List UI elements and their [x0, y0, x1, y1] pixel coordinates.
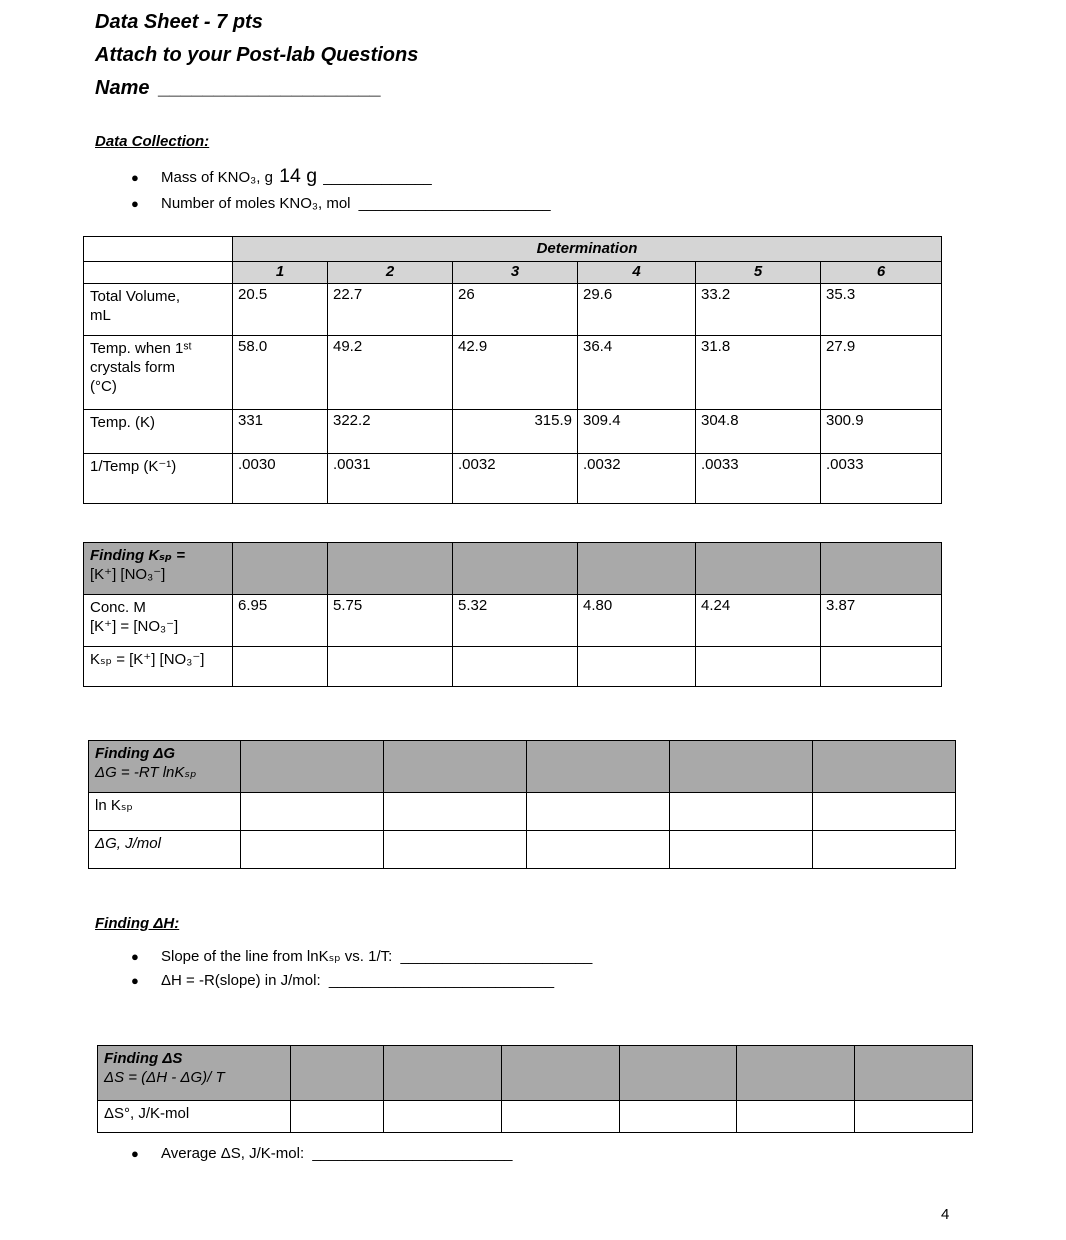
data-collection-heading: Data Collection:: [95, 133, 210, 150]
empty-cell: [527, 831, 670, 869]
empty-cell: [328, 543, 453, 595]
name-blank-line: ____________________: [159, 77, 382, 99]
data-cell: 58.0: [233, 336, 328, 410]
column-header-1: 1: [233, 262, 328, 284]
empty-cell: [737, 1101, 855, 1133]
average-ds-bullets: [0, 1145, 1066, 1162]
row-label-crystal-temp: [84, 336, 233, 410]
data-cell: 26: [453, 284, 578, 336]
mass-blank-line: _____________: [323, 169, 432, 186]
empty-cell: [384, 831, 527, 869]
column-header-3: 3: [453, 262, 578, 284]
column-header-5: 5: [696, 262, 821, 284]
corner-cell: [84, 262, 233, 284]
data-cell: .0032: [578, 454, 696, 504]
row-label-ln-ksp: ln Kₛₚ: [89, 793, 241, 831]
column-header-4: 4: [578, 262, 696, 284]
data-cell: .0033: [821, 454, 942, 504]
data-cell: 36.4: [578, 336, 696, 410]
empty-cell: [241, 793, 384, 831]
ksp-header-line1: Finding Kₛₚ =: [90, 547, 185, 564]
delta-s-header-line2: ΔS = (ΔH - ΔG)/ T: [104, 1069, 225, 1086]
bullet-icon: ●: [131, 170, 139, 185]
determination-number-row: [84, 262, 942, 284]
finding-dh-heading: Finding ΔH:: [95, 915, 180, 932]
row-label-delta-g: ΔG, J/mol: [89, 831, 241, 869]
empty-cell: [502, 1101, 620, 1133]
data-cell: 20.5: [233, 284, 328, 336]
data-cell: 29.6: [578, 284, 696, 336]
empty-cell: [241, 741, 384, 793]
empty-cell: [233, 543, 328, 595]
data-cell: .0031: [328, 454, 453, 504]
data-cell: 309.4: [578, 410, 696, 454]
empty-cell: [855, 1046, 973, 1101]
empty-cell: [620, 1101, 737, 1133]
slope-row: [131, 947, 1066, 965]
empty-cell: [670, 793, 813, 831]
delta-g-header-line2: ΔG = -RT lnKₛₚ: [95, 764, 197, 781]
row-label-total-volume: [84, 284, 233, 336]
name-row: [95, 72, 1066, 105]
delta-g-header-line1: Finding ΔG: [95, 745, 176, 762]
corner-cell: [84, 237, 233, 262]
empty-cell: [453, 647, 578, 687]
mass-value: 14 g: [279, 165, 318, 187]
empty-cell: [578, 647, 696, 687]
average-ds-row: [131, 1145, 1066, 1162]
slope-line: [161, 947, 592, 965]
empty-cell: [813, 741, 956, 793]
mass-label: Mass of KNO₃, g: [161, 169, 273, 186]
empty-cell: [291, 1046, 384, 1101]
data-cell: 5.75: [328, 595, 453, 647]
delta-h-row: [131, 972, 1066, 989]
row-label-line: Temp. when 1ˢᵗ: [90, 340, 192, 357]
empty-cell: [821, 543, 942, 595]
row-label-line: [K⁺] = [NO₃⁻]: [90, 618, 179, 635]
page-number: 4: [941, 1206, 950, 1223]
delta-g-header-label: [89, 741, 241, 793]
concentration-row: [84, 595, 942, 647]
column-header-6: 6: [821, 262, 942, 284]
delta-s-header-line1: Finding ΔS: [104, 1050, 183, 1067]
data-cell: 315.9: [453, 410, 578, 454]
temp-kelvin-row: [84, 410, 942, 454]
average-ds-line: [161, 1145, 513, 1162]
empty-cell: [821, 647, 942, 687]
data-cell: 22.7: [328, 284, 453, 336]
data-cell: .0030: [233, 454, 328, 504]
empty-cell: [233, 647, 328, 687]
empty-cell: [502, 1046, 620, 1101]
empty-cell: [453, 543, 578, 595]
data-cell: 4.80: [578, 595, 696, 647]
data-cell: 27.9: [821, 336, 942, 410]
empty-cell: [670, 741, 813, 793]
bullet-icon: ●: [131, 196, 139, 211]
finding-dh-bullets: [0, 947, 1066, 989]
ksp-product-row: [84, 647, 942, 687]
delta-s-table: [97, 1045, 973, 1133]
empty-cell: [241, 831, 384, 869]
ksp-table: [83, 542, 942, 687]
empty-cell: [696, 543, 821, 595]
delta-g-header-row: [89, 741, 956, 793]
row-label-temp-k: Temp. (K): [84, 410, 233, 454]
data-collection-bullets: [0, 165, 1066, 212]
empty-cell: [737, 1046, 855, 1101]
ln-ksp-row: [89, 793, 956, 831]
ksp-header-line2: [K⁺] [NO₃⁻]: [90, 566, 166, 583]
moles-line: [161, 195, 551, 212]
data-cell: 33.2: [696, 284, 821, 336]
data-cell: 304.8: [696, 410, 821, 454]
data-cell: 5.32: [453, 595, 578, 647]
delta-s-value-row: [98, 1101, 973, 1133]
empty-cell: [670, 831, 813, 869]
data-cell: .0033: [696, 454, 821, 504]
empty-cell: [328, 647, 453, 687]
delta-h-label: ΔH = -R(slope) in J/mol:: [161, 972, 321, 989]
empty-cell: [855, 1101, 973, 1133]
delta-s-header-row: [98, 1046, 973, 1101]
ksp-header-row: [84, 543, 942, 595]
average-ds-label: Average ΔS, J/K-mol:: [161, 1145, 305, 1162]
data-cell: 4.24: [696, 595, 821, 647]
moles-blank-line: _______________________: [358, 195, 551, 212]
data-cell: .0032: [453, 454, 578, 504]
empty-cell: [620, 1046, 737, 1101]
delta-s-header-label: [98, 1046, 291, 1101]
data-cell: 35.3: [821, 284, 942, 336]
determination-table: [83, 236, 942, 504]
bullet-icon: ●: [131, 1146, 139, 1161]
row-label-concentration: [84, 595, 233, 647]
empty-cell: [291, 1101, 384, 1133]
ksp-header-label: [84, 543, 233, 595]
empty-cell: [384, 1046, 502, 1101]
data-cell: 3.87: [821, 595, 942, 647]
slope-label: Slope of the line from lnKₛₚ vs. 1/T:: [161, 948, 393, 965]
slope-blank-line: _______________________: [400, 948, 593, 965]
inverse-temp-row: [84, 454, 942, 504]
data-cell: 42.9: [453, 336, 578, 410]
bullet-icon: ●: [131, 973, 139, 988]
empty-cell: [384, 741, 527, 793]
document-page: [0, 6, 1066, 1223]
name-label: Name: [95, 77, 150, 99]
column-header-2: 2: [328, 262, 453, 284]
data-cell: 300.9: [821, 410, 942, 454]
row-label-line: mL: [90, 307, 111, 324]
determination-title-row: [84, 237, 942, 262]
empty-cell: [696, 647, 821, 687]
empty-cell: [384, 1101, 502, 1133]
row-label-line: crystals form: [90, 359, 176, 376]
data-cell: 331: [233, 410, 328, 454]
doc-subtitle: Attach to your Post-lab Questions: [95, 44, 419, 66]
bullet-icon: ●: [131, 949, 139, 964]
mass-kno3-row: [131, 165, 1066, 188]
determination-header: Determination: [233, 237, 942, 262]
row-label-line: Total Volume,: [90, 288, 181, 305]
average-ds-blank-line: ________________________: [312, 1145, 513, 1162]
row-label-line: (°C): [90, 378, 117, 395]
delta-g-table: [88, 740, 956, 869]
row-label-line: Conc. M: [90, 599, 146, 616]
delta-h-blank-line: ___________________________: [328, 972, 555, 989]
empty-cell: [813, 793, 956, 831]
row-label-inverse-temp: 1/Temp (K⁻¹): [84, 454, 233, 504]
data-cell: 31.8: [696, 336, 821, 410]
data-cell: 322.2: [328, 410, 453, 454]
delta-g-value-row: [89, 831, 956, 869]
empty-cell: [384, 793, 527, 831]
data-cell: 6.95: [233, 595, 328, 647]
data-cell: 49.2: [328, 336, 453, 410]
empty-cell: [578, 543, 696, 595]
moles-label: Number of moles KNO₃, mol: [161, 195, 351, 212]
moles-kno3-row: [131, 195, 1066, 212]
empty-cell: [527, 793, 670, 831]
doc-title: Data Sheet - 7 pts: [95, 11, 263, 33]
empty-cell: [527, 741, 670, 793]
mass-line: [161, 165, 432, 188]
total-volume-row: [84, 284, 942, 336]
row-label-ksp: Kₛₚ = [K⁺] [NO₃⁻]: [84, 647, 233, 687]
delta-h-line: [161, 972, 554, 989]
row-label-delta-s: ΔS°, J/K-mol: [98, 1101, 291, 1133]
first-crystals-temp-row: [84, 336, 942, 410]
document-header: [95, 6, 1066, 105]
empty-cell: [813, 831, 956, 869]
